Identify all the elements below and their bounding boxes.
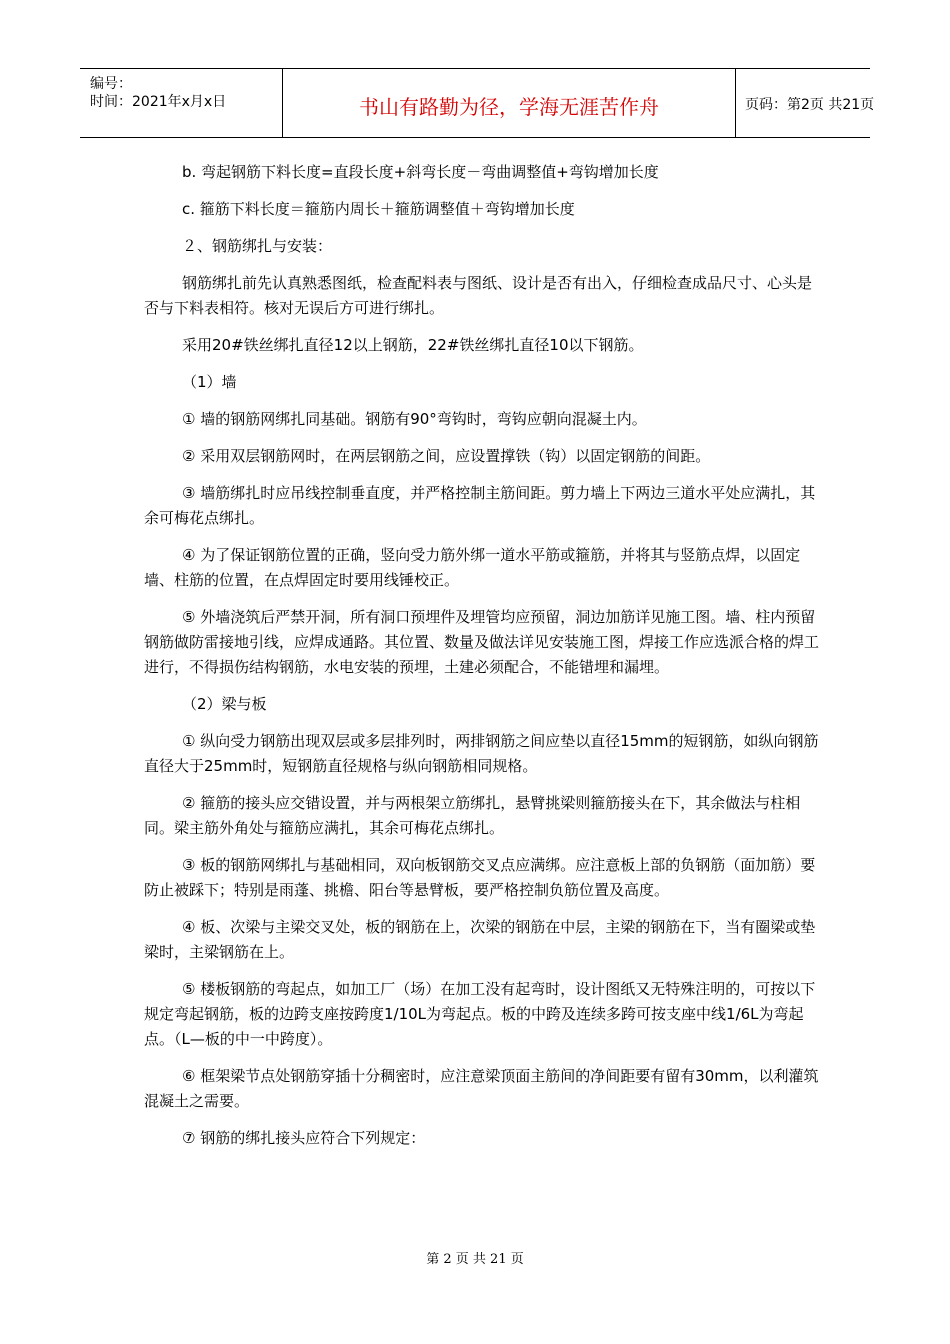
paragraph: ④ 板、次梁与主梁交叉处，板的钢筋在上，次梁的钢筋在中层，主梁的钢筋在下，当有圈梁或垫梁时，主梁钢筋在上。 [144,918,816,961]
paragraph: ① 墙的钢筋网绑扎同基础。钢筋有90°弯钩时，弯钩应朝向混凝土内。 [182,410,647,428]
paragraph: 钢筋绑扎前先认真熟悉图纸，检查配料表与图纸、设计是否有出入，仔细检查成品尺寸、心头是否与下料表相符。核对无误后方可进行绑扎。 [144,274,813,317]
paragraph: ⑦ 钢筋的绑扎接头应符合下列规定： [182,1129,426,1147]
header-motto-cell [282,69,736,137]
paragraph: b. 弯起钢筋下料长度=直段长度+斜弯长度－弯曲调整值+弯钩增加长度 [182,163,659,181]
paragraph: ④ 为了保证钢筋位置的正确，竖向受力筋外绑一道水平筋或箍筋，并将其与竖筋点焊，以固定墙、柱筋的位置，在点焊固定时要用线锤校正。 [144,546,801,589]
paragraph: 采用20#铁丝绑扎直径12以上钢筋，22#铁丝绑扎直径10以下钢筋。 [182,336,644,354]
paragraph: ⑤ 楼板钢筋的弯起点，如加工厂（场）在加工没有起弯时，设计图纸又无特殊注明的，可按以下规定弯起钢筋，板的边跨支座按跨度1/10L为弯起点。板的中跨及连续多跨可按支座中线1/6L为弯起点。（L—板的中一中跨度）。 [144,980,816,1048]
subsection-heading: （2）梁与板 [182,695,267,713]
subsection-heading: （1）墙 [182,373,237,391]
header-meta-cell [80,69,282,137]
header-motto: 书山有路勤为径，学海无涯苦作舟 [359,95,659,119]
paragraph: ③ 板的钢筋网绑扎与基础相同，双向板钢筋交叉点应满绑。应注意板上部的负钢筋（面加筋）要防止被踩下；特别是雨蓬、挑檐、阳台等悬臂板，要严格控制负筋位置及高度。 [144,856,816,899]
header-page-info: 页码：第2页 共21页 [745,97,875,113]
paragraph: ⑥ 框架梁节点处钢筋穿插十分稠密时，应注意梁顶面主筋间的净间距要有留有30mm，以利灌筑混凝土之需要。 [144,1067,819,1110]
paragraph: ② 采用双层钢筋网时，在两层钢筋之间，应设置撑铁（钩）以固定钢筋的间距。 [182,447,711,465]
paragraph: ② 箍筋的接头应交错设置，并与两根架立筋绑扎，悬臂挑梁则箍筋接头在下，其余做法与柱相同。梁主筋外角处与箍筋应满扎，其余可梅花点绑扎。 [144,794,801,837]
document-time-label: 时间：2021年x月x日 [90,94,227,110]
page-header [80,68,875,138]
document-number-label: 编号： [90,76,132,92]
section-heading: ２、钢筋绑扎与安装： [182,237,333,255]
paragraph: c. 箍筋下料长度＝箍筋内周长＋箍筋调整值＋弯钩增加长度 [182,200,575,218]
document-body [144,160,824,1163]
header-page-cell [735,69,875,137]
paragraph: ③ 墙筋绑扎时应吊线控制垂直度，并严格控制主筋间距。剪力墙上下两边三道水平处应满扎，其余可梅花点绑扎。 [144,484,816,527]
page-footer: 第 2 页 共 21 页 [426,1252,524,1267]
paragraph: ⑤ 外墙浇筑后严禁开洞，所有洞口预埋件及埋管均应预留，洞边加筋详见施工图。墙、柱内预留钢筋做防雷接地引线，应焊成通路。其位置、数量及做法详见安装施工图，焊接工作应选派合格的焊工进行，不得损伤结构钢筋，水电安装的预埋，土建必须配合，不能错埋和漏埋。 [144,608,820,676]
paragraph: ① 纵向受力钢筋出现双层或多层排列时，两排钢筋之间应垫以直径15mm的短钢筋，如纵向钢筋直径大于25mm时，短钢筋直径规格与纵向钢筋相同规格。 [144,732,819,775]
